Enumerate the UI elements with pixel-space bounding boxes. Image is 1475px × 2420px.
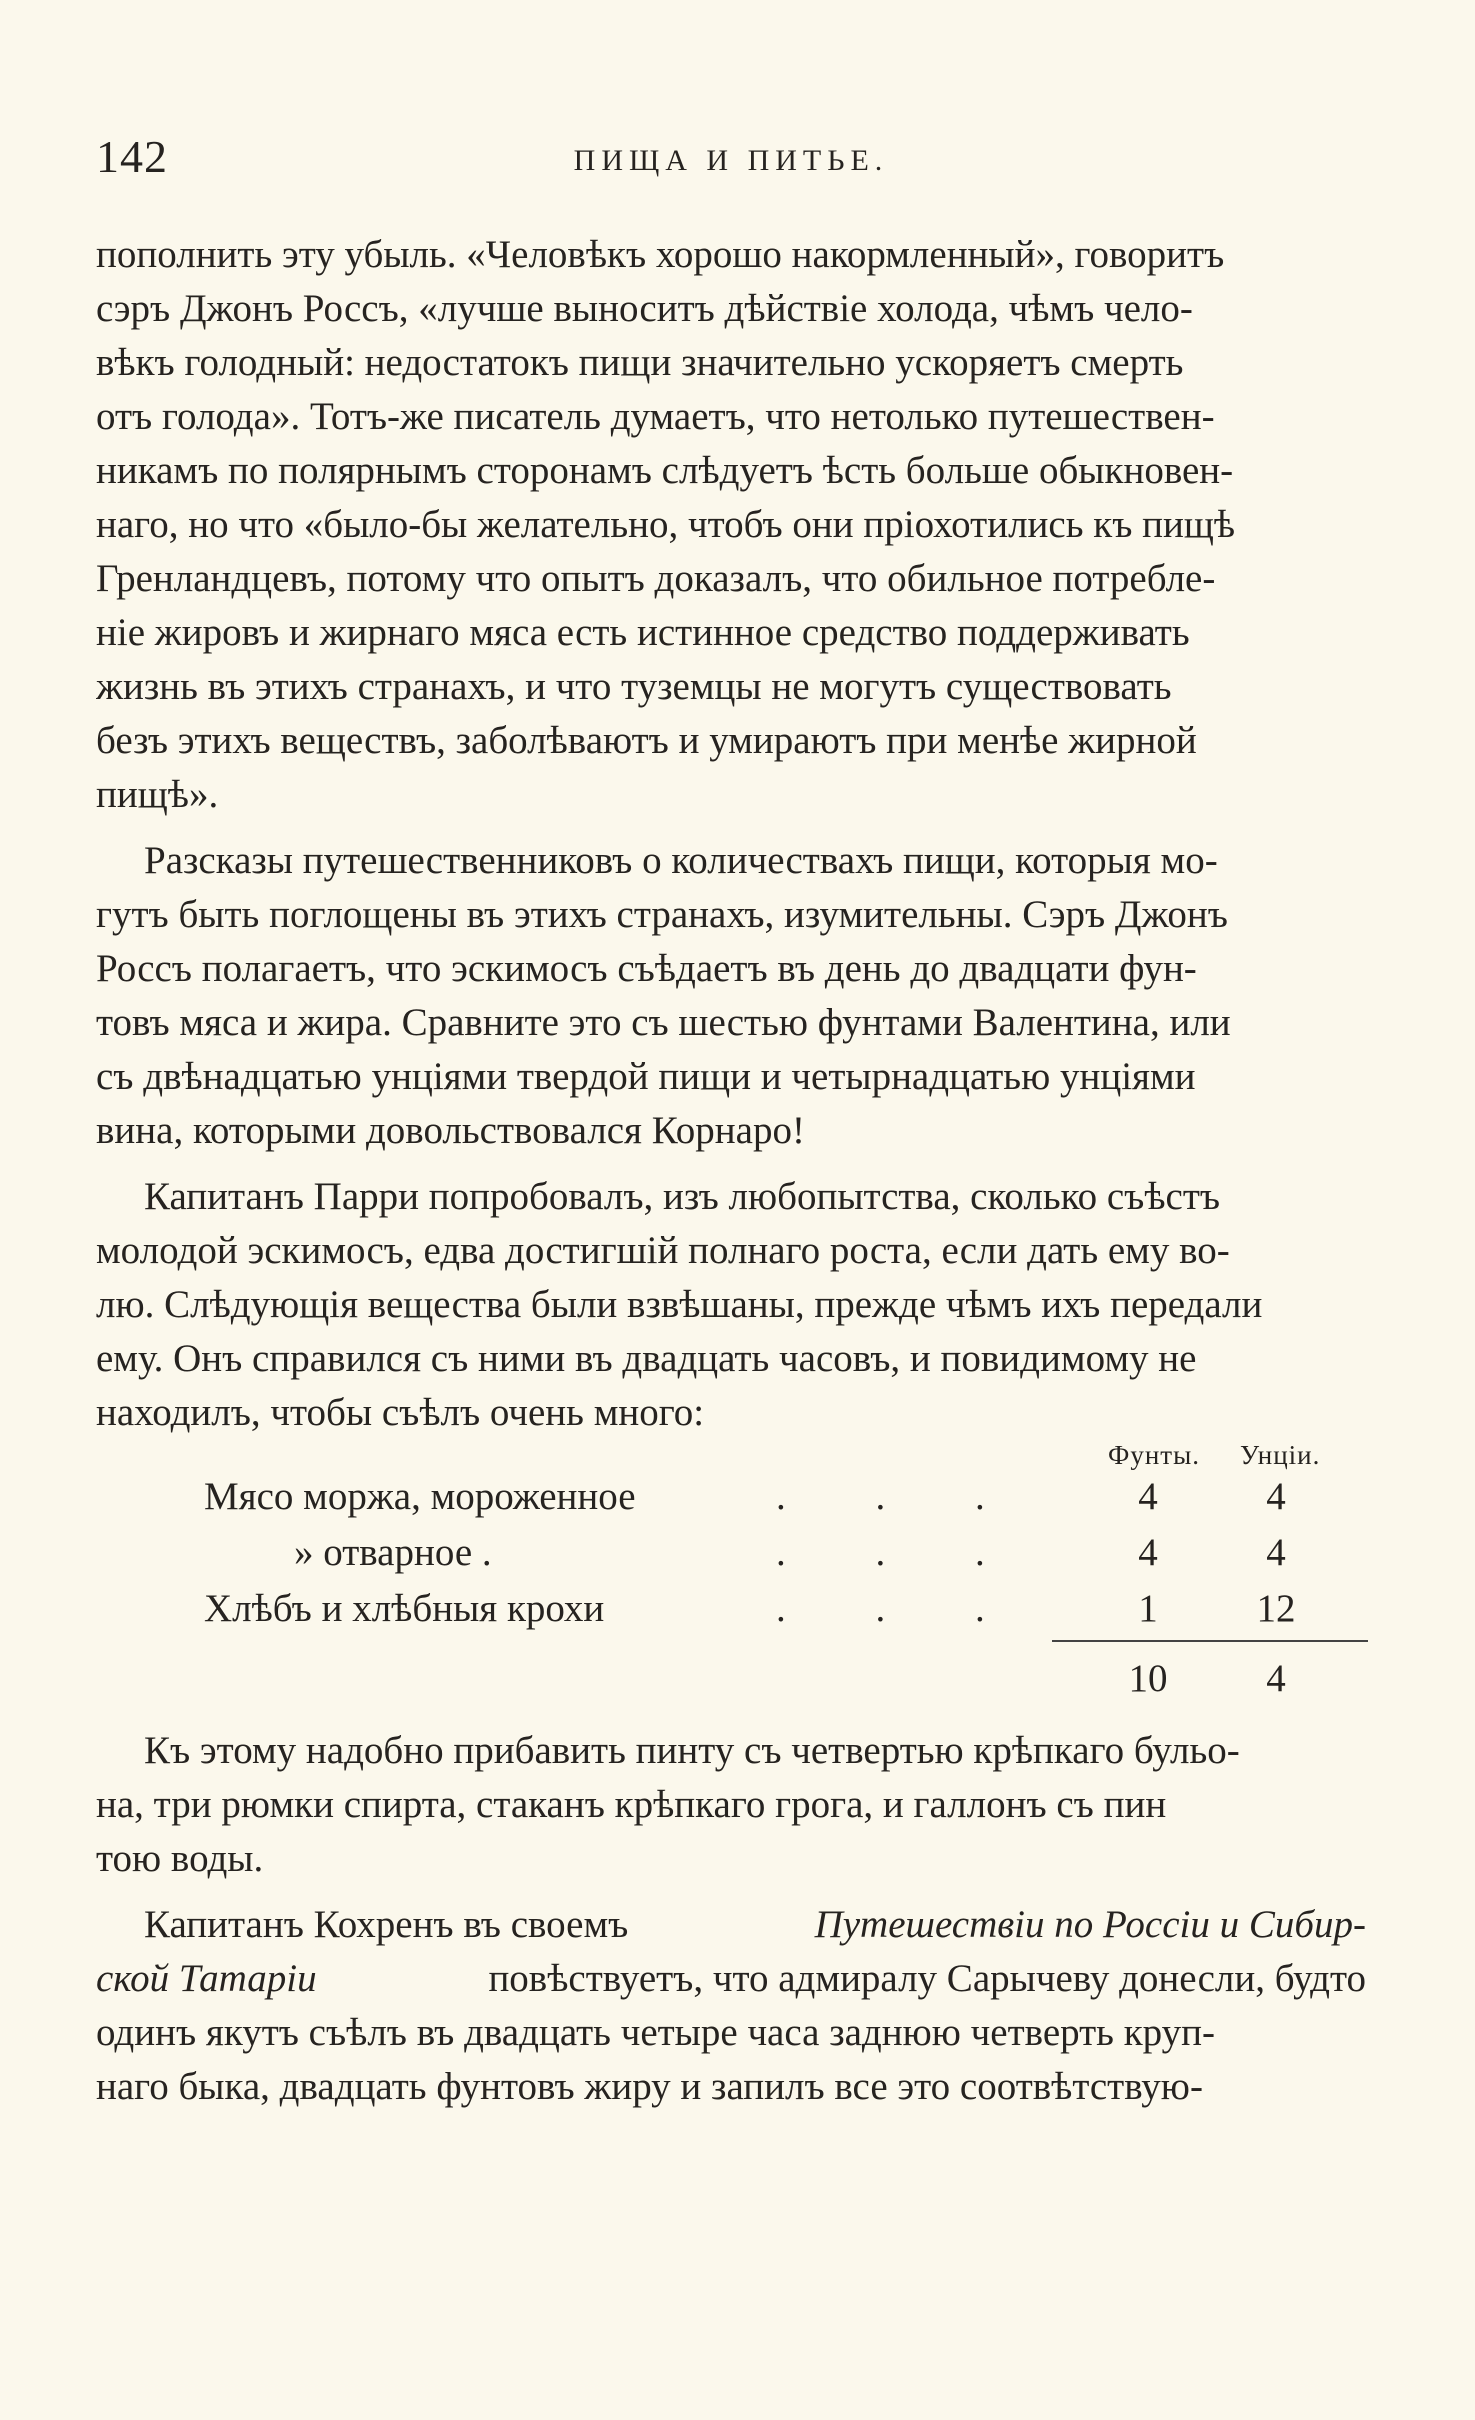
food-table: [96, 1440, 1366, 1724]
text-line: тою воды.: [96, 1837, 264, 1880]
text-line: безъ этихъ веществъ, заболѣваютъ и умираютъ при менѣе жирной: [96, 719, 1197, 762]
text-line: наго быка, двадцать фунтовъ жиру и запилъ все это соотвѣтствую-: [96, 2065, 1203, 2108]
text-line: Гренландцевъ, потому что опытъ доказалъ, что обильное потребле-: [96, 557, 1216, 600]
text-line: наго, но что «было-бы желательно, чтобъ они пріохотились къ пищѣ: [96, 503, 1236, 546]
text-line: ему. Онъ справился съ ними въ двадцать часовъ, и повидимому не: [96, 1337, 1197, 1380]
page-header: [96, 130, 1366, 190]
text-line: пищѣ».: [96, 773, 219, 816]
text-line: [96, 1898, 1366, 1952]
text-line: [96, 1952, 1366, 2006]
table-row: [96, 1526, 1366, 1580]
text-line: вѣкъ голодный: недостатокъ пищи значительно ускоряетъ смерть: [96, 341, 1184, 384]
pounds-value: 4: [1138, 1475, 1158, 1518]
book-title-italic: Путешествіи по Россіи и Сибир-: [814, 1903, 1366, 1946]
text-line: Россъ полагаетъ, что эскимосъ съѣдаетъ въ день до двадцати фун-: [96, 947, 1197, 990]
item-name: Хлѣбъ и хлѣбныя крохи: [204, 1587, 605, 1630]
text-line: лю. Слѣдующія вещества были взвѣшаны, прежде чѣмъ ихъ передали: [96, 1283, 1263, 1326]
ounces-value: 4: [1266, 1531, 1286, 1574]
text-line: молодой эскимосъ, едва достигшій полнаго роста, если дать ему во-: [96, 1229, 1230, 1272]
item-name: » отварное .: [294, 1531, 492, 1574]
text-line: одинъ якутъ съѣлъ въ двадцать четыре часа заднюю четверть круп-: [96, 2011, 1215, 2054]
ounces-value: 12: [1256, 1587, 1296, 1630]
book-title-italic: ской Татаріи: [96, 1957, 317, 2000]
text-line: отъ голода». Тотъ-же писатель думаетъ, что нетолько путешествен-: [96, 395, 1215, 438]
text-line: находилъ, чтобы съѣлъ очень много:: [96, 1391, 705, 1434]
ounces-value: 4: [1266, 1475, 1286, 1518]
leader-dots: . . .: [776, 1531, 1025, 1574]
text-line: на, три рюмки спирта, стаканъ крѣпкаго грога, и галлонъ съ пин: [96, 1783, 1167, 1826]
column-header-ounces: Унціи.: [1240, 1440, 1321, 1470]
text-line: сэръ Джонъ Россъ, «лучше выноситъ дѣйствіе холода, чѣмъ чело-: [96, 287, 1193, 330]
text-line: ніе жировъ и жирнаго мяса есть истинное средство поддерживать: [96, 611, 1190, 654]
total-pounds: 10: [1128, 1657, 1168, 1700]
text-line: гутъ быть поглощены въ этихъ странахъ, изумительны. Сэръ Джонъ: [96, 893, 1228, 936]
text-line: съ двѣнадцатью унціями твердой пищи и четырнадцатью унціями: [96, 1055, 1196, 1098]
leader-dots: . . .: [776, 1587, 1025, 1630]
page-number: 142: [96, 131, 168, 182]
item-name: Мясо моржа, мороженное: [204, 1475, 636, 1518]
text-span: Капитанъ Кохренъ въ своемъ: [144, 1903, 629, 1946]
page-body: [96, 228, 1366, 2114]
table-total-row: [96, 1652, 1366, 1706]
running-title: ПИЩА И ПИТЬЕ.: [573, 144, 889, 177]
text-line: никамъ по полярнымъ сторонамъ слѣдуетъ ѣсть больше обыкновен-: [96, 449, 1234, 492]
text-line: Капитанъ Парри попробовалъ, изъ любопытства, сколько съѣстъ: [144, 1175, 1221, 1218]
table-row: [96, 1582, 1366, 1636]
text-line: Къ этому надобно прибавить пинту съ четвертью крѣпкаго бульо-: [144, 1729, 1240, 1772]
pounds-value: 1: [1138, 1587, 1158, 1630]
text-line: вина, которыми довольствовался Корнаро!: [96, 1109, 805, 1152]
text-line: товъ мяса и жира. Сравните это съ шестью фунтами Валентина, или: [96, 1001, 1231, 1044]
total-ounces: 4: [1266, 1657, 1286, 1700]
leader-dots: . . .: [776, 1475, 1025, 1518]
text-span: повѣствуетъ, что адмиралу Сарычеву донесли, будто: [488, 1957, 1366, 2000]
text-line: Разсказы путешественниковъ о количествахъ пищи, которыя мо-: [144, 839, 1218, 882]
pounds-value: 4: [1138, 1531, 1158, 1574]
table-row: [96, 1470, 1366, 1524]
sum-rule: [1052, 1640, 1368, 1642]
text-line: пополнить эту убыль. «Человѣкъ хорошо накормленный», говоритъ: [96, 233, 1225, 276]
text-line: жизнь въ этихъ странахъ, и что туземцы не могутъ существовать: [96, 665, 1172, 708]
column-header-pounds: Фунты.: [1108, 1440, 1200, 1470]
